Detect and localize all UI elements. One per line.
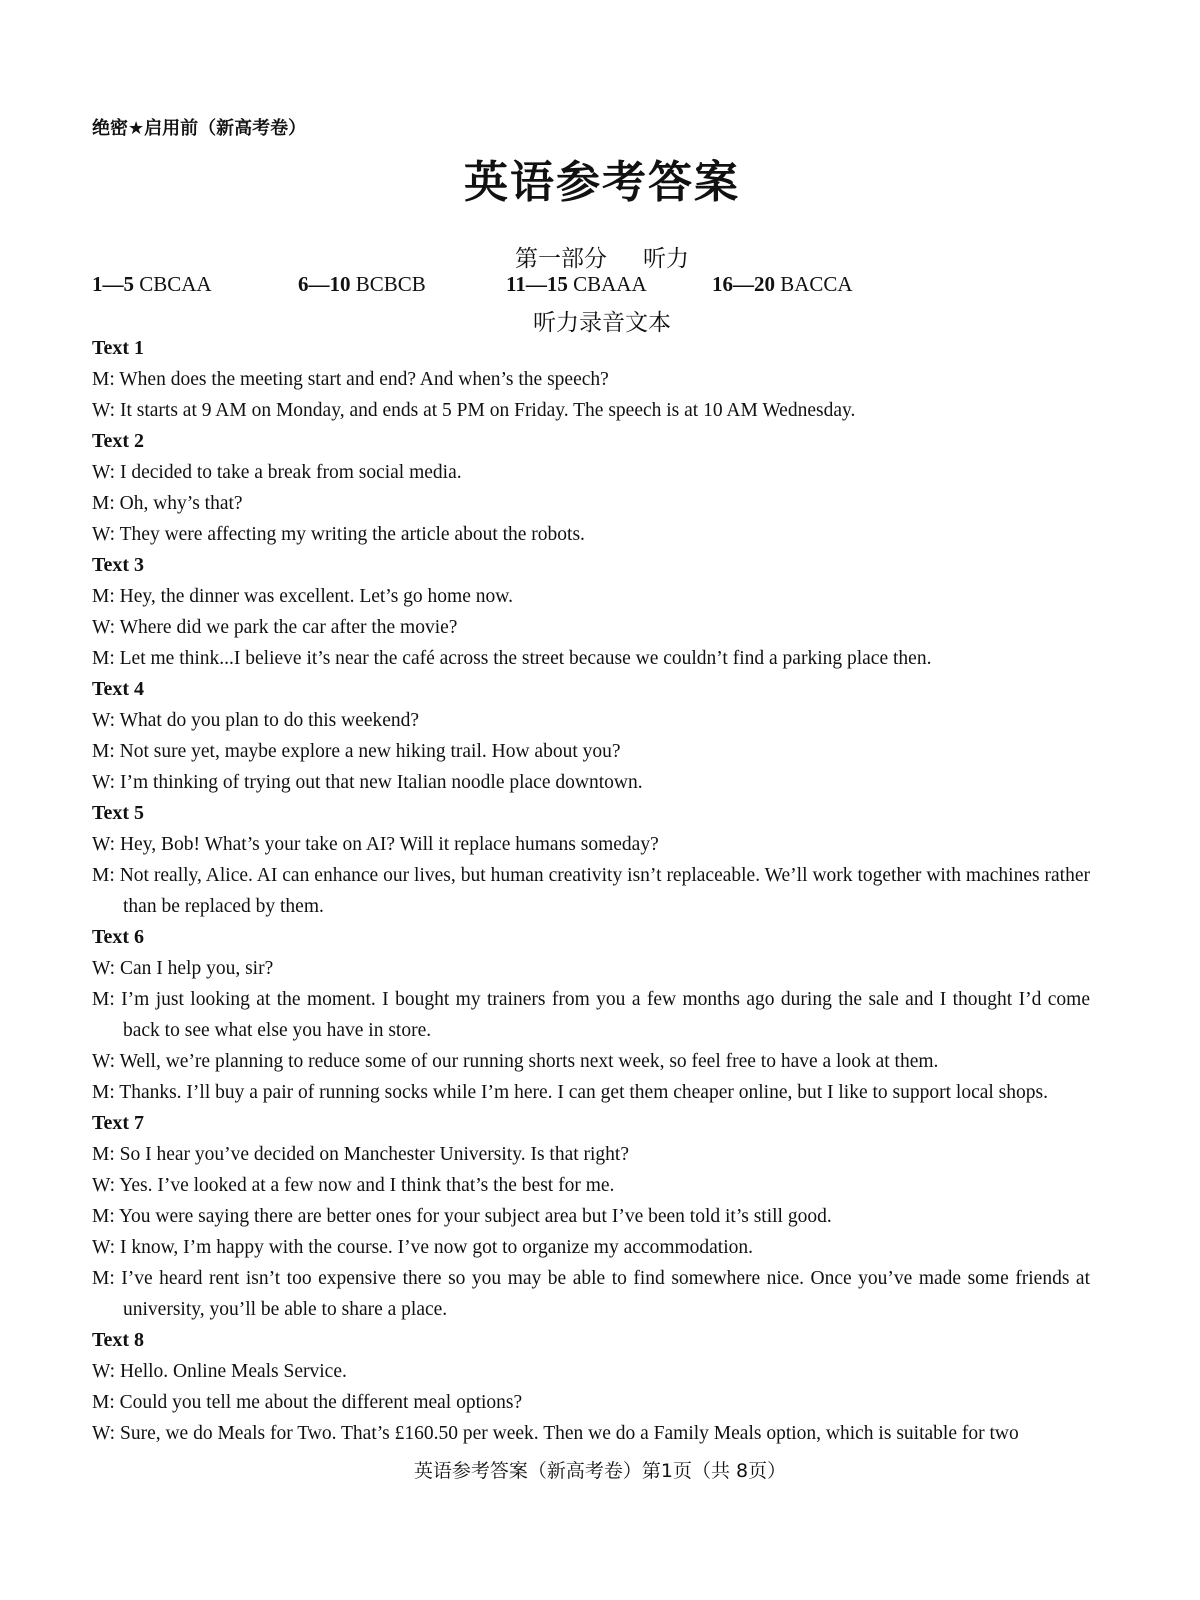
text-label: Text 5	[92, 802, 145, 824]
answer-group	[92, 272, 212, 297]
confidential-label: 绝密★启用前（新高考卷）	[92, 118, 307, 139]
dialogue-line: W: They were affecting my writing the article about the robots.	[92, 524, 585, 545]
page-footer: 英语参考答案（新高考卷）第1页（共 8页）	[413, 1460, 787, 1482]
text-label: Text 3	[92, 554, 145, 576]
dialogue-line: W: Yes. I’ve looked at a few now and I think that’s the best for me.	[92, 1175, 615, 1196]
dialogue-line: W: Hello. Online Meals Service.	[92, 1361, 347, 1382]
text-label: Text 1	[92, 337, 145, 359]
answer-letters: BACCA	[780, 272, 853, 296]
dialogue-line: W: What do you plan to do this weekend?	[92, 710, 420, 731]
answer-group	[298, 272, 426, 297]
dialogue-line: W: I know, I’m happy with the course. I’ve now got to organize my accommodation.	[92, 1237, 754, 1258]
part1-heading-subject: 听力	[643, 246, 689, 272]
document-page	[92, 0, 1112, 1600]
dialogue-line: M: Oh, why’s that?	[92, 493, 243, 514]
answer-range: 1—5	[92, 272, 134, 296]
text-label: Text 7	[92, 1112, 145, 1134]
dialogue-line: M: Could you tell me about the different meal options?	[92, 1392, 523, 1413]
answer-range: 11—15	[506, 272, 568, 296]
answer-group	[506, 272, 647, 297]
dialogue-line: W: Can I help you, sir?	[92, 958, 274, 979]
text-label: Text 6	[92, 926, 145, 948]
dialogue-line: W: I’m thinking of trying out that new Italian noodle place downtown.	[92, 772, 643, 793]
dialogue-line: W: Hey, Bob! What’s your take on AI? Will it replace humans someday?	[92, 834, 659, 855]
part1-heading	[92, 240, 1112, 273]
dialogue-line: M: Not sure yet, maybe explore a new hiking trail. How about you?	[92, 741, 621, 762]
text-label: Text 2	[92, 430, 145, 452]
dialogue-line: M: Hey, the dinner was excellent. Let’s go home now.	[92, 586, 513, 607]
answer-letters: CBCAA	[139, 272, 212, 296]
dialogue-line: W: It starts at 9 AM on Monday, and ends at 5 PM on Friday. The speech is at 10 AM Wednesday.	[92, 400, 856, 421]
page-title: 英语参考答案	[464, 157, 740, 208]
listening-script-heading: 听力录音文本	[533, 310, 671, 336]
dialogue-line: W: I decided to take a break from social media.	[92, 462, 462, 483]
text-label: Text 4	[92, 678, 145, 700]
listening-transcript	[92, 333, 1090, 1449]
text-label: Text 8	[92, 1329, 145, 1351]
dialogue-line: M: When does the meeting start and end? And when’s the speech?	[92, 369, 609, 390]
dialogue-line: W: Well, we’re planning to reduce some of our running shorts next week, so feel free to have a look at them.	[92, 1051, 939, 1072]
part1-heading-label: 第一部分	[515, 246, 607, 272]
answer-letters: CBAAA	[573, 272, 647, 296]
answer-range: 6—10	[298, 272, 351, 296]
dialogue-line: M: You were saying there are better ones for your subject area but I’ve been told it’s still good.	[92, 1206, 832, 1227]
answer-group	[712, 272, 853, 297]
dialogue-line: M: Thanks. I’ll buy a pair of running socks while I’m here. I can get them cheaper online, but I like to support local shops.	[92, 1082, 1048, 1103]
dialogue-line: W: Sure, we do Meals for Two. That’s £160.50 per week. Then we do a Family Meals option, which is suitable for two	[92, 1423, 1019, 1444]
dialogue-line: M: Let me think...I believe it’s near the café across the street because we couldn’t find a parking place then.	[92, 648, 932, 669]
dialogue-line: M: Not really, Alice. AI can enhance our lives, but human creativity isn’t replaceable. We’ll work together with machines rather than be replaced by them.	[92, 865, 1090, 917]
dialogue-line: M: So I hear you’ve decided on Manchester University. Is that right?	[92, 1144, 630, 1165]
dialogue-line: M: I’m just looking at the moment. I bought my trainers from you a few months ago during the sale and I thought I’d come back to see what else you have in store.	[92, 989, 1090, 1041]
answer-range: 16—20	[712, 272, 775, 296]
answer-letters: BCBCB	[355, 272, 426, 296]
dialogue-line: W: Where did we park the car after the movie?	[92, 617, 458, 638]
dialogue-line: M: I’ve heard rent isn’t too expensive there so you may be able to find somewhere nice. Once you’ve made some friends at university, you’ll be able to share a place.	[92, 1268, 1090, 1320]
